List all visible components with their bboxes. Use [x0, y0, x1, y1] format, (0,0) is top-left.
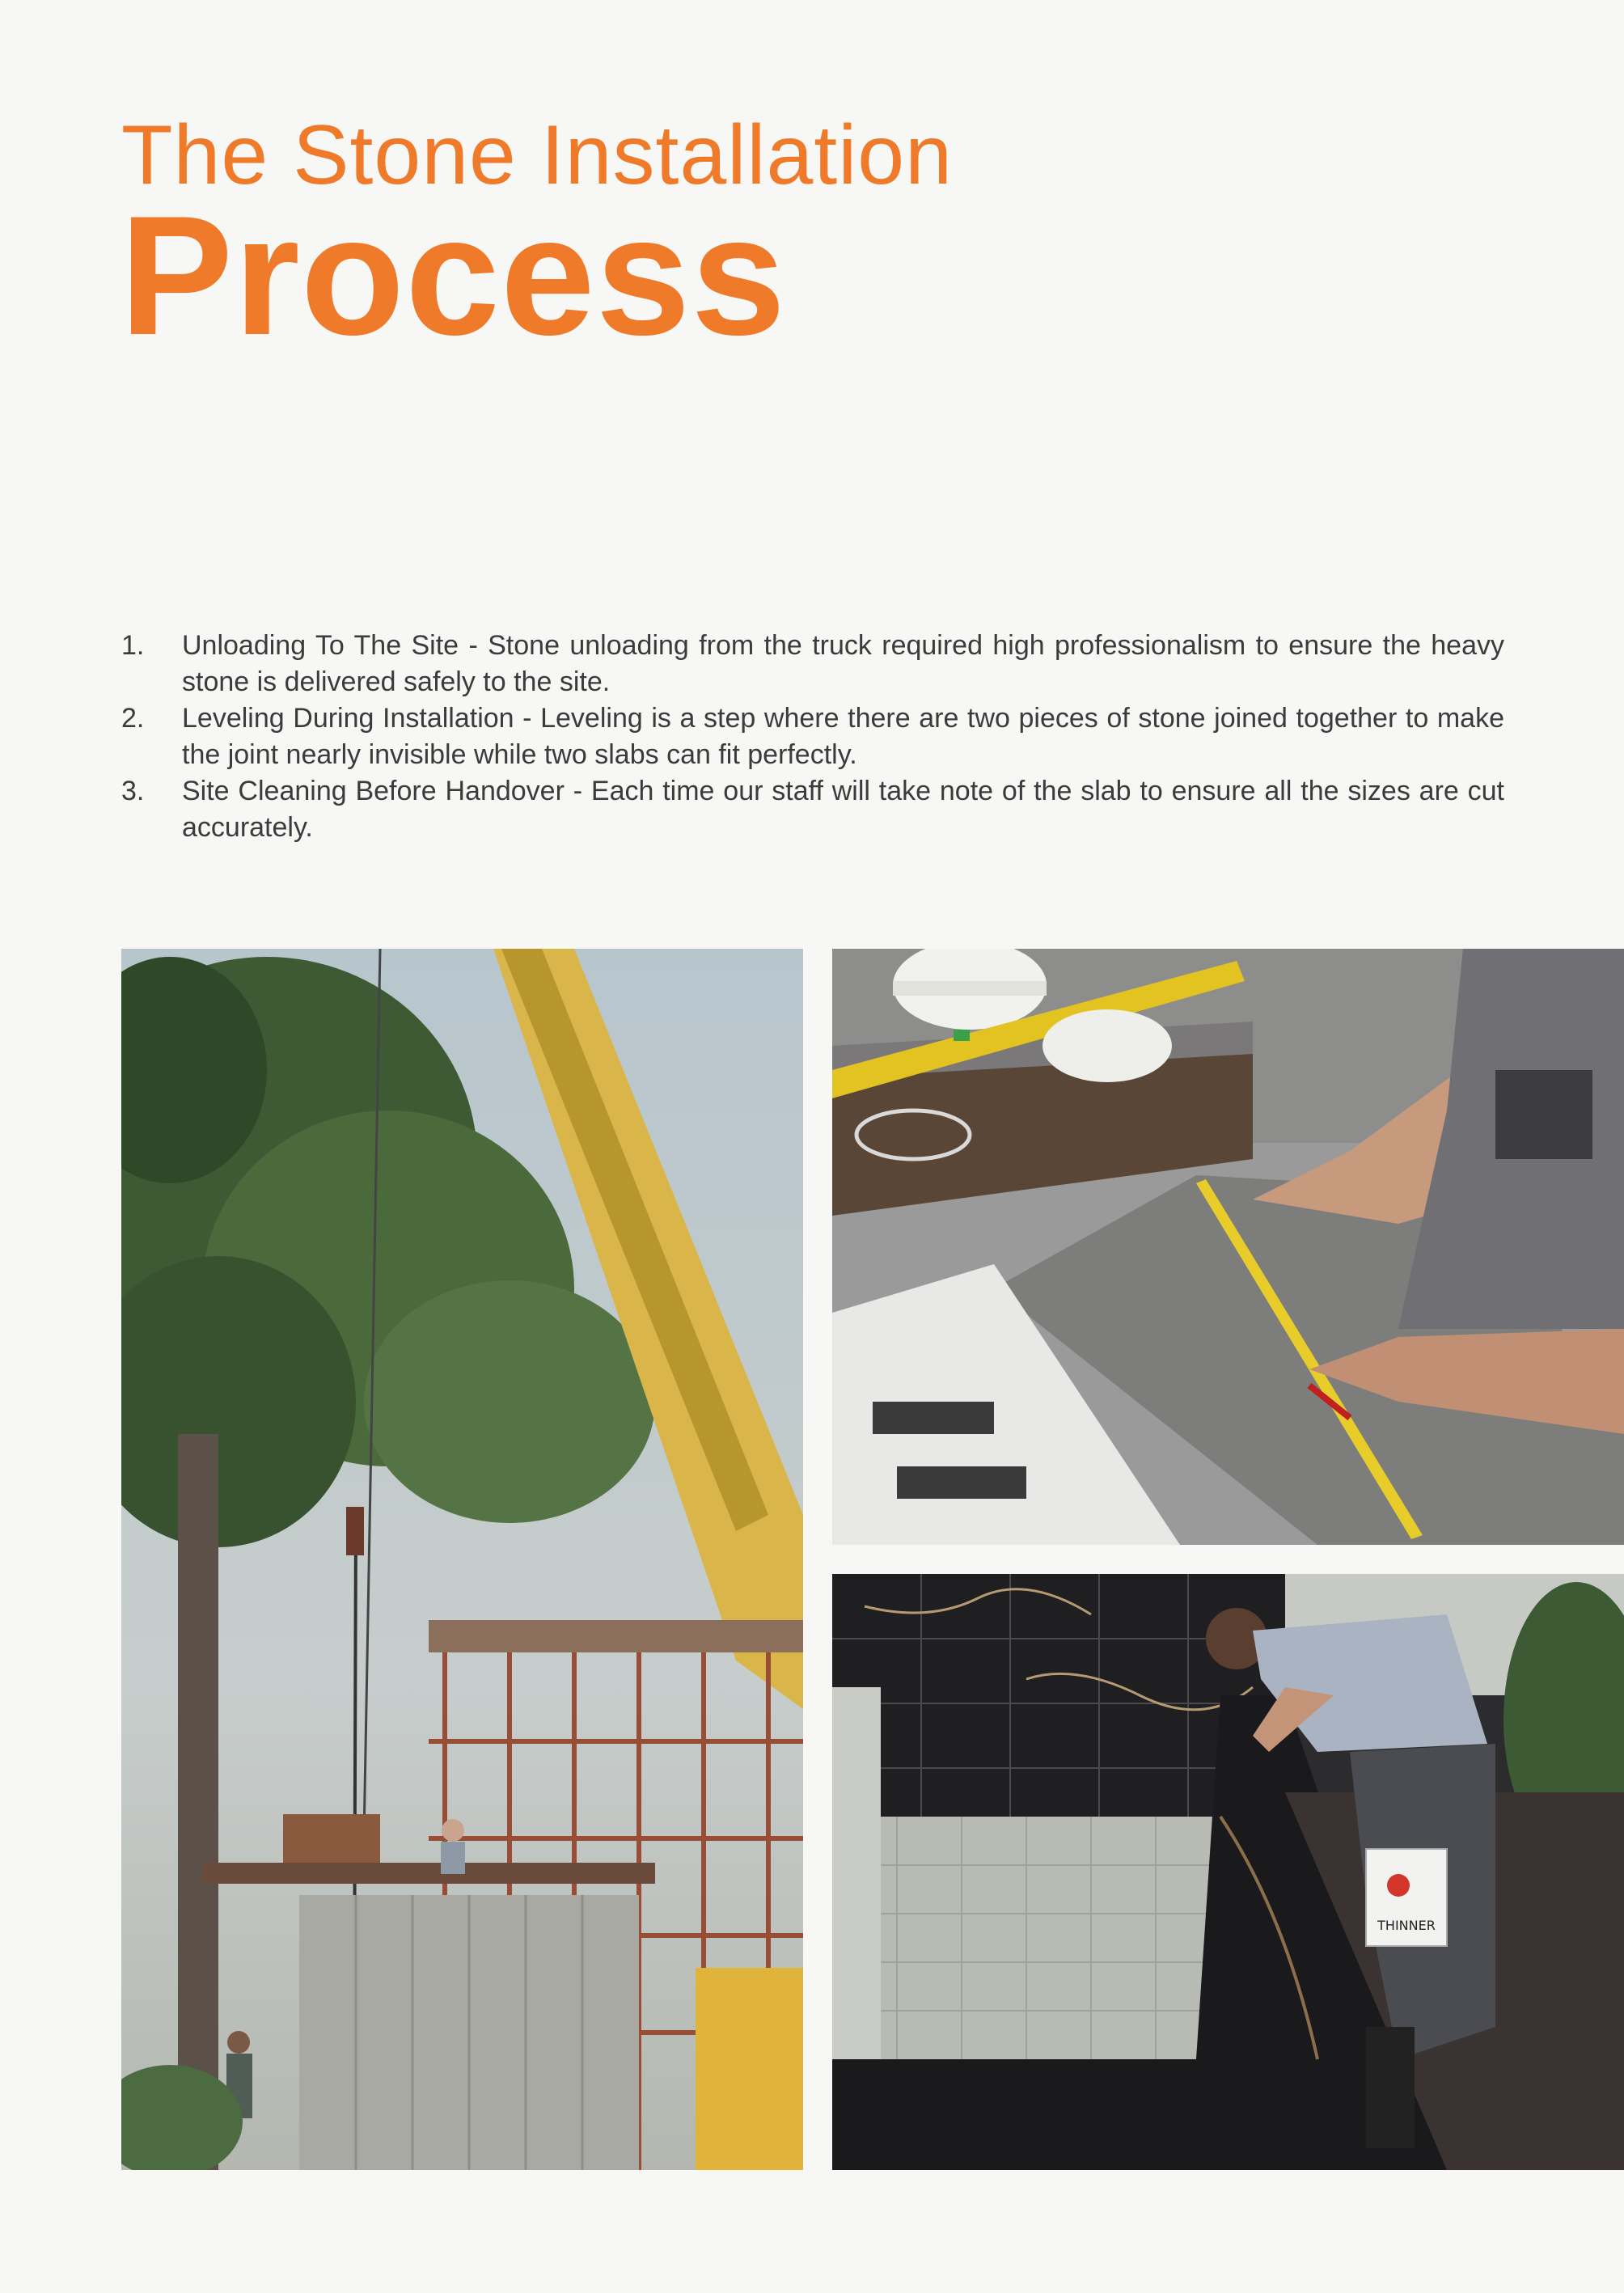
crane-unloading-photo [121, 949, 803, 2170]
measuring-slab-photo [832, 949, 1624, 1545]
process-step [121, 700, 1504, 773]
step-text: Unloading To The Site - Stone unloading from the truck required high professionalism to ensure the heavy stone is delivered safely to the site. [182, 630, 1504, 697]
page-title-line1: The Stone Installation [121, 108, 953, 202]
step-number: 3. [121, 776, 145, 806]
page-title-line2: Process [120, 180, 787, 370]
process-steps-list [121, 628, 1504, 846]
step-number: 1. [121, 630, 145, 661]
thinner-can-label: THINNER [1377, 1918, 1436, 1933]
step-text: Site Cleaning Before Handover - Each time our staff will take note of the slab to ensure all the sizes are cut accurately. [182, 776, 1504, 843]
step-number: 2. [121, 703, 145, 734]
process-step [121, 773, 1504, 846]
pool-cleaning-photo [832, 1574, 1624, 2170]
step-text: Leveling During Installation - Leveling is a step where there are two pieces of stone joined together to make the joint nearly invisible while two slabs can fit perfectly. [182, 703, 1504, 770]
process-step [121, 628, 1504, 700]
